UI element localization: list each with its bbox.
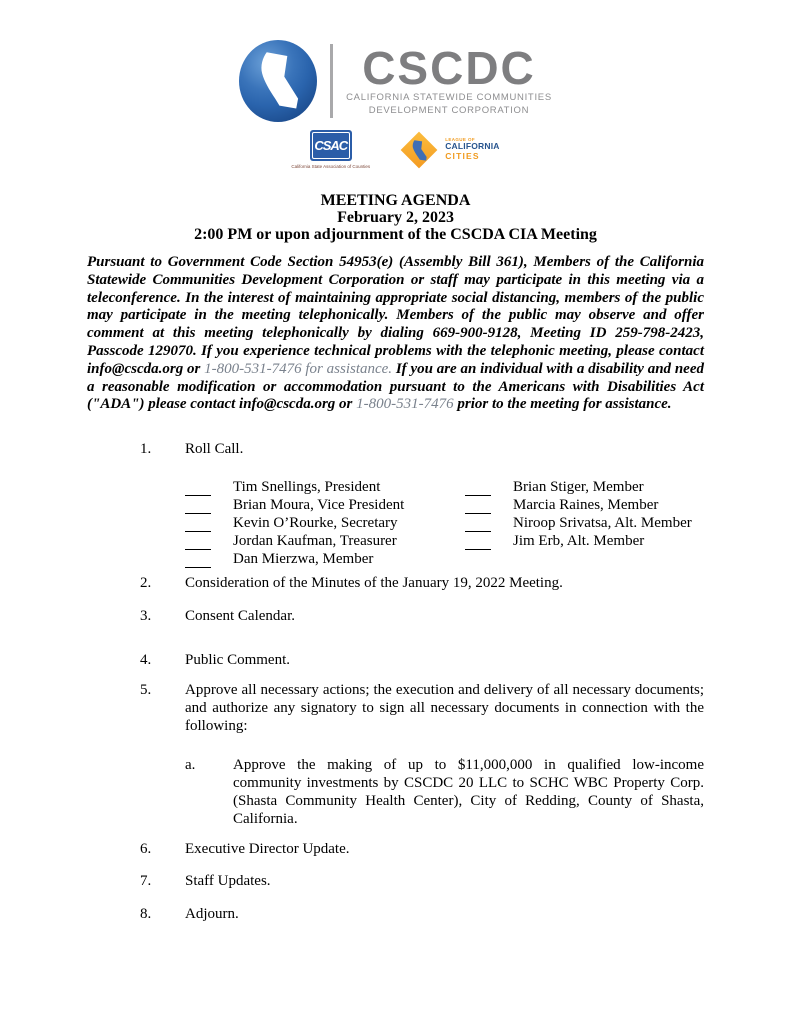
agenda-item-7: [140, 872, 704, 890]
logo-divider: [330, 44, 333, 118]
cscdc-logo: [0, 0, 791, 122]
item-number: 5.: [140, 682, 152, 699]
agenda-item-6: [140, 840, 704, 858]
item-number: 8.: [140, 906, 152, 923]
california-icon: [411, 139, 428, 162]
item-number: 6.: [140, 841, 152, 858]
league-line1: LEAGUE OF: [445, 137, 476, 143]
signature-blank: [185, 554, 211, 568]
item-text: Approve all necessary actions; the execution and delivery of all necessary documents; and authorize any signatory to sign all necessary documents in connection with the following:: [185, 682, 704, 735]
notice-seg5: prior to the meeting for assistance.: [453, 396, 672, 413]
league-line3: CITIES: [445, 151, 480, 162]
league-text-block: [445, 137, 499, 162]
csac-logo-icon: [310, 130, 352, 161]
roll-call-row: [465, 478, 692, 496]
roll-call-name: Brian Moura, Vice President: [233, 497, 405, 514]
item-text: Adjourn.: [185, 906, 239, 923]
notice-seg1: Pursuant to Government Code Section 54953(e) (Assembly Bill 361), Members of the California Statewide Communities Development Corporation or staff may participate in this meeting via a teleconference. In the interest of maintaining appropriate social distancing, members of the public may participate in the meeting telephonically. Members of the public may observe and offer comment at this meeting telephonically by dialing 669-900-9128, Meeting ID 259-798-2423, Passcode 129070. If you experience technical problems with the telephonic meeting, please contact info@cscda.org or: [87, 254, 704, 377]
roll-call-row: [185, 478, 465, 496]
signature-blank: [465, 536, 491, 550]
csac-acronym: CSAC: [314, 138, 348, 153]
item-text: Roll Call.: [185, 441, 244, 458]
roll-call-name: Kevin O’Rourke, Secretary: [233, 515, 398, 532]
agenda-item-5a: [185, 756, 704, 828]
item-number: 4.: [140, 652, 152, 669]
roll-call-row: [465, 532, 692, 550]
roll-call-name: Marcia Raines, Member: [513, 497, 659, 514]
notice-seg3: If you are an individual with a disability and need a reasonable modification or accommodation pursuant to the Americans with Disabilities Act ("ADA") please contact info@cscda.org or: [87, 360, 704, 413]
item-number: 1.: [140, 441, 152, 458]
roll-call-row: [185, 550, 465, 568]
league-line2: CALIFORNIA: [445, 141, 500, 152]
roll-call-name: Niroop Srivatsa, Alt. Member: [513, 515, 692, 532]
meeting-title-block: [0, 192, 791, 243]
notice-phone-1: 1-800-531-7476 for assistance.: [204, 360, 393, 377]
item-number: 7.: [140, 873, 152, 890]
league-diamond-icon: [401, 132, 438, 169]
roll-call-name: Jim Erb, Alt. Member: [513, 533, 645, 550]
cscdc-globe-icon: [239, 40, 317, 122]
notice-phone-2: 1-800-531-7476: [356, 396, 454, 413]
signature-blank: [185, 500, 211, 514]
item-letter: a.: [185, 757, 196, 774]
league-of-california-cities-logo: [400, 132, 499, 163]
roll-call-name: Dan Mierzwa, Member: [233, 551, 374, 568]
roll-call-row: [185, 496, 465, 514]
csac-logo: [291, 130, 370, 169]
item-number: 3.: [140, 608, 152, 625]
item-number: 2.: [140, 575, 152, 592]
california-icon: [254, 49, 302, 113]
meeting-time: 2:00 PM or upon adjournment of the CSCDA CIA Meeting: [194, 226, 597, 243]
meeting-date: February 2, 2023: [337, 209, 454, 226]
logo-org-line2: DEVELOPMENT CORPORATION: [368, 105, 530, 116]
roll-call-row: [465, 496, 692, 514]
signature-blank: [465, 482, 491, 496]
roll-call-row: [185, 532, 465, 550]
item-text: Consideration of the Minutes of the January 19, 2022 Meeting.: [185, 575, 563, 592]
logo-text-block: [346, 41, 552, 118]
logo-acronym: CSCDC: [362, 41, 536, 94]
agenda-item-3: [140, 607, 704, 625]
signature-blank: [185, 482, 211, 496]
signature-blank: [185, 536, 211, 550]
item-text: Executive Director Update.: [185, 841, 350, 858]
agenda-item-8: [140, 905, 704, 923]
meeting-title: MEETING AGENDA: [320, 192, 471, 209]
roll-call-grid: [185, 478, 704, 568]
item-text: Approve the making of up to $11,000,000 in qualified low-income community investments by CSCDC 20 LLC to SCHC WBC Property Corp. (Shasta Community Health Center), City of Redding, County of Shasta, California.: [233, 757, 704, 828]
agenda-item-1: [140, 440, 704, 458]
roll-call-right-column: [465, 478, 692, 568]
roll-call-row: [185, 514, 465, 532]
roll-call-name: Brian Stiger, Member: [513, 479, 644, 496]
signature-blank: [465, 500, 491, 514]
item-text: Public Comment.: [185, 652, 290, 669]
roll-call-left-column: [185, 478, 465, 568]
agenda-list: [88, 440, 704, 923]
roll-call-row: [465, 514, 692, 532]
teleconference-notice: [87, 254, 704, 414]
signature-blank: [185, 518, 211, 532]
agenda-item-2: [140, 574, 704, 592]
roll-call-name: Tim Snellings, President: [233, 479, 381, 496]
agenda-item-4: [140, 651, 704, 669]
affiliate-logos: [0, 130, 791, 180]
csac-caption: California State Association of Counties: [291, 164, 371, 169]
item-text: Consent Calendar.: [185, 608, 295, 625]
logo-org-line1: CALIFORNIA STATEWIDE COMMUNITIES: [346, 91, 552, 103]
signature-blank: [465, 518, 491, 532]
item-text: Staff Updates.: [185, 873, 271, 890]
agenda-item-5: [140, 681, 704, 735]
roll-call-name: Jordan Kaufman, Treasurer: [233, 533, 397, 550]
